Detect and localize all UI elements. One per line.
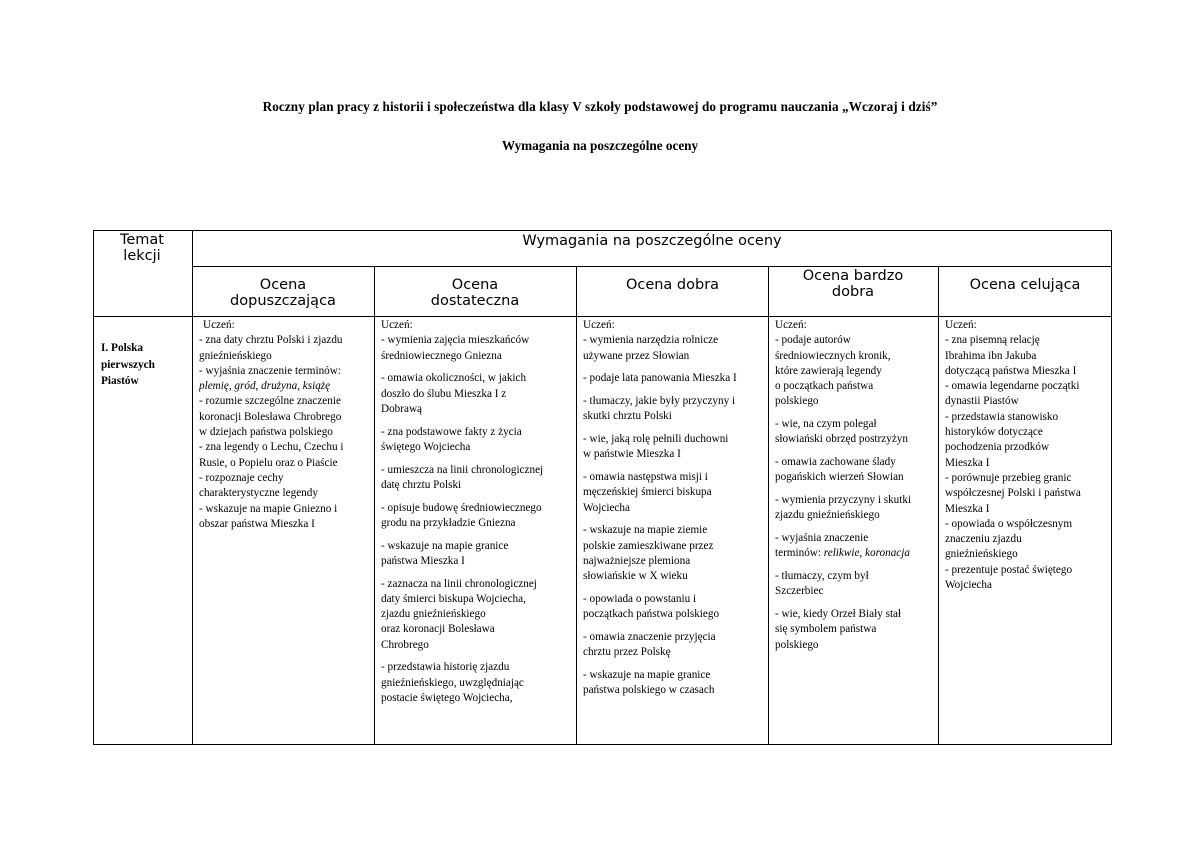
cell-line: - omawia legendarne początki: [945, 380, 1080, 393]
cell-line: - podaje lata panowania Mieszka I: [583, 372, 737, 385]
cell-line: gnieźnieńskiego: [945, 548, 1018, 561]
cell-line: - wskazuje na mapie granice: [381, 539, 509, 552]
cell-line: - zna podstawowe fakty z życia: [381, 425, 522, 438]
grade-column-divider-2: [576, 266, 577, 745]
cell-line: - wymienia przyczyny i skutki: [775, 494, 912, 507]
cell-line: Chrobrego: [381, 638, 429, 651]
cell-line: - wyjaśnia znaczenie terminów:: [199, 364, 341, 377]
grade-header-bardzo-dobra: Ocena bardzo dobra: [802, 268, 904, 300]
cell-line: charakterystyczne legendy: [199, 487, 318, 500]
cell-line: polskiego: [775, 638, 819, 651]
cell-line: - przedstawia historię zjazdu: [381, 661, 510, 674]
grade-column-divider-4: [938, 266, 939, 745]
cell-line: datę chrztu Polski: [381, 478, 462, 491]
cell-line: Mieszka I: [945, 456, 990, 469]
terms-italic: plemię, gród, drużyna, książę: [199, 380, 331, 393]
cell-line: grodu na przykładzie Gniezna: [381, 516, 516, 529]
lesson-topic: I. Polska pierwszych Piastów: [101, 342, 155, 387]
topic-header: Temat lekcji: [119, 232, 164, 264]
cell-line: Uczeń:: [583, 319, 615, 331]
cell-line: dynastii Piastów: [945, 395, 1019, 408]
cell-line: - wie, jaką rolę pełnili duchowni: [583, 432, 729, 445]
cell-line: Uczeń:: [381, 319, 413, 331]
cell-line: zjazdu gnieźnieńskiego: [775, 509, 880, 522]
cell-line: skutki chrztu Polski: [583, 410, 672, 423]
cell-line: państwa polskiego w czasach: [583, 684, 715, 697]
grade-header-dostateczna: Ocena dostateczna: [430, 277, 520, 309]
cell-line: - wie, na czym polegał: [775, 418, 877, 431]
grade-header-celujaca: Ocena celująca: [969, 277, 1081, 293]
cell-line: - prezentuje postać świętego: [945, 563, 1073, 576]
cell-line: - wskazuje na mapie granice: [583, 668, 711, 681]
cell-line: Mieszka I: [945, 502, 990, 515]
cell-line: - zaznacza na linii chronologicznej: [381, 577, 537, 590]
cell-line: najważniejsze plemiona: [583, 554, 691, 567]
cell-line: gnieźnieńskiego, uwzględniając: [381, 676, 524, 689]
cell-line: - tłumaczy, czym był: [775, 570, 869, 583]
cell-line: - rozpoznaje cechy: [199, 471, 284, 484]
header-divider-2: [93, 316, 1112, 317]
cell-line: Ibrahima ibn Jakuba: [945, 349, 1037, 362]
cell-line: - zna daty chrztu Polski i zjazdu: [199, 334, 343, 347]
cell-line: współczesnej Polski i państwa: [945, 487, 1081, 500]
cell-line: koronacji Bolesława Chrobrego: [199, 410, 342, 423]
cell-line: słowiańskie w X wieku: [583, 570, 688, 583]
cell-line: używane przez Słowian: [583, 349, 690, 362]
cell-line: się symbolem państwa: [775, 623, 877, 636]
cell-line: Uczeń:: [775, 319, 807, 331]
cell-line: pogańskich wierzeń Słowian: [775, 471, 904, 484]
cell-line: polskie zamieszkiwane przez: [583, 539, 714, 552]
grade-cell-bardzo-dobra: [775, 318, 937, 744]
cell-line: Uczeń:: [945, 319, 977, 331]
terms-label: terminów:: [775, 547, 824, 560]
cell-line: - wskazuje na mapie Gniezno i: [199, 502, 338, 515]
cell-line: które zawierają legendy: [775, 364, 882, 377]
cell-line: - omawia następstwa misji i: [583, 470, 708, 483]
grade-column-divider-3: [768, 266, 769, 745]
cell-line: - wskazuje na mapie ziemie: [583, 524, 708, 537]
cell-line: doszło do ślubu Mieszka I z: [381, 387, 507, 400]
requirements-header: Wymagania na poszczególne oceny: [522, 233, 782, 249]
table-border-right: [1111, 230, 1112, 745]
cell-line: w państwie Mieszka I: [583, 448, 681, 461]
document-title: Roczny plan pracy z historii i społeczeństwa dla klasy V szkoły podstawowej do programu nauczania „Wczoraj i dziś”: [262, 99, 938, 114]
cell-line: pochodzenia przodków: [945, 441, 1050, 454]
grade-cell-dopuszczajaca: [199, 318, 373, 744]
cell-line: - zna pisemną relację: [945, 334, 1040, 347]
cell-line: dotyczącą państwa Mieszka I: [945, 364, 1077, 377]
cell-line: [199, 379, 373, 394]
cell-line: - wie, kiedy Orzeł Biały stał: [775, 608, 902, 621]
topic-column-divider: [192, 230, 193, 745]
cell-line: o początkach państwa: [775, 380, 874, 393]
table-border-bottom: [93, 744, 1112, 745]
grade-header-dopuszczajaca: Ocena dopuszczająca: [230, 277, 336, 309]
cell-line: obszar państwa Mieszka I: [199, 517, 315, 530]
cell-line: zjazdu gnieźnieńskiego: [381, 608, 486, 621]
cell-line: Wojciecha: [945, 579, 992, 592]
cell-line: chrztu przez Polskę: [583, 646, 671, 659]
terms-italic: relikwie, koronacja: [823, 547, 910, 560]
table-border-left: [93, 230, 94, 745]
cell-line: - porównuje przebieg granic: [945, 471, 1072, 484]
cell-line: historyków dotyczące: [945, 426, 1043, 439]
cell-line: - tłumaczy, jakie były przyczyny i: [583, 394, 736, 407]
cell-line: państwa Mieszka I: [381, 554, 465, 567]
cell-line: - rozumie szczególne znaczenie: [199, 395, 341, 408]
cell-line: świętego Wojciecha: [381, 440, 471, 453]
cell-line: daty śmierci biskupa Wojciecha,: [381, 592, 526, 605]
table-border-top: [93, 230, 1112, 231]
cell-line: - zna legendy o Lechu, Czechu i: [199, 441, 344, 454]
cell-line: postacie świętego Wojciecha,: [381, 691, 513, 704]
cell-line: słowiański obrzęd postrzyżyn: [775, 433, 908, 446]
cell-line: - opisuje budowę średniowiecznego: [381, 501, 542, 514]
grade-cell-celujaca: [945, 318, 1110, 744]
cell-line: oraz koronacji Bolesława: [381, 623, 495, 636]
cell-line: Szczerbiec: [775, 585, 824, 598]
cell-line: Dobrawą: [381, 402, 423, 415]
cell-line: Uczeń:: [203, 319, 235, 331]
grade-cell-dostateczna: [381, 318, 575, 744]
header-divider-1: [192, 266, 1112, 267]
grade-column-divider-1: [374, 266, 375, 745]
cell-line: - umieszcza na linii chronologicznej: [381, 463, 544, 476]
cell-line: znaczeniu zjazdu: [945, 533, 1022, 546]
cell-line: - omawia znaczenie przyjęcia: [583, 630, 716, 643]
cell-line: - omawia okoliczności, w jakich: [381, 372, 527, 385]
cell-line: męczeńskiej śmierci biskupa: [583, 486, 712, 499]
document-subtitle: Wymagania na poszczególne oceny: [501, 138, 699, 153]
grade-header-dobra: Ocena dobra: [625, 277, 720, 293]
cell-line: - omawia zachowane ślady: [775, 456, 896, 469]
cell-line: w dziejach państwa polskiego: [199, 426, 333, 439]
cell-line: - wyjaśnia znaczenie: [775, 532, 869, 545]
cell-line: - wymienia narzędzia rolnicze: [583, 334, 719, 347]
cell-line: [775, 546, 937, 561]
grade-cell-dobra: [583, 318, 767, 744]
cell-line: Wojciecha: [583, 501, 630, 514]
cell-line: - podaje autorów: [775, 334, 851, 347]
cell-line: Rusie, o Popielu oraz o Piaście: [199, 456, 338, 469]
cell-line: - przedstawia stanowisko: [945, 410, 1059, 423]
cell-line: średniowiecznych kronik,: [775, 349, 891, 362]
cell-line: - opowiada o powstaniu i: [583, 592, 697, 605]
cell-line: średniowiecznego Gniezna: [381, 349, 502, 362]
cell-line: polskiego: [775, 395, 819, 408]
cell-line: - wymienia zajęcia mieszkańców: [381, 334, 530, 347]
cell-line: - opowiada o współczesnym: [945, 517, 1073, 530]
cell-line: gnieźnieńskiego: [199, 349, 272, 362]
cell-line: początkach państwa polskiego: [583, 608, 720, 621]
